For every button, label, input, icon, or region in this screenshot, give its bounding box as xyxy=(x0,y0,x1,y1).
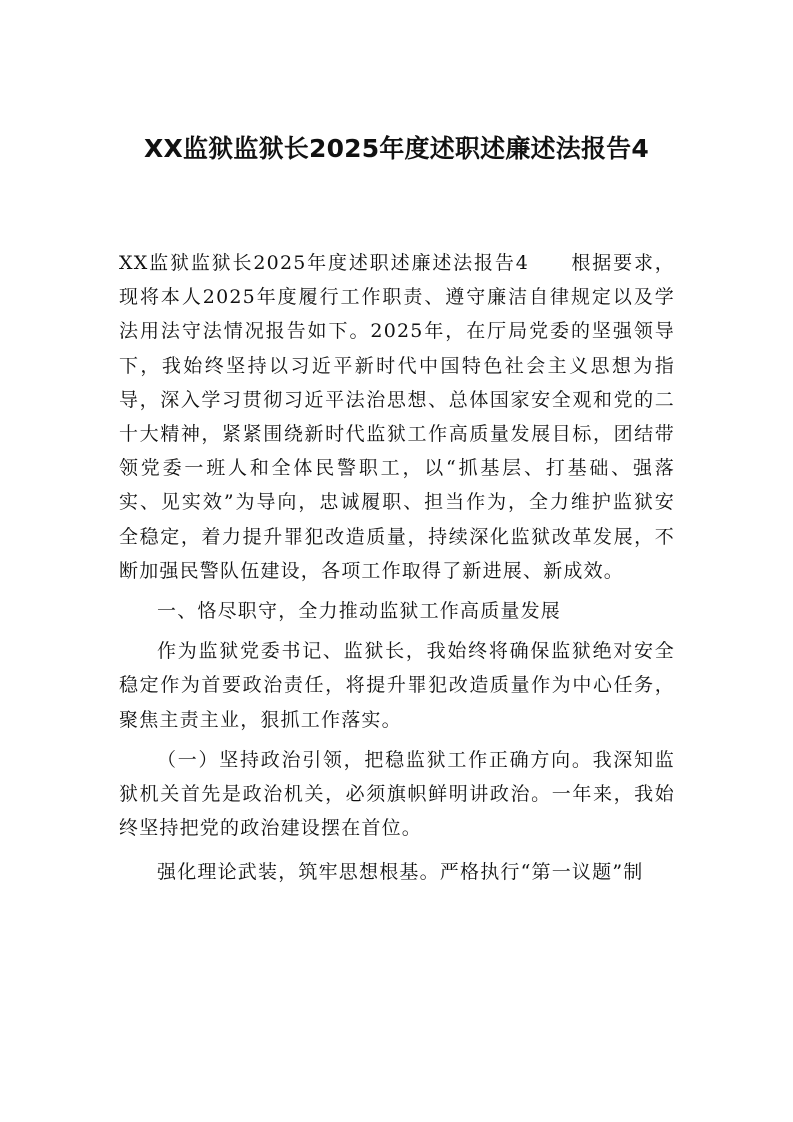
paragraph-theory-armament: 强化理论武装，筑牢思想根基。严格执行“第一议题”制 xyxy=(157,861,644,884)
paragraph-intro: XX监狱监狱长2025年度述职述廉述法报告4 根据要求，现将本人2025年度履行工作职责、遵守廉洁自律规定以及学法用法守法情况报告如下。2025年，在厅局党委的坚强领导下，我始终坚持以习近平新时代中国特色社会主义思想为指导，深入学习贯彻习近平法治思想、总体国家安全观和党的二十大精神，紧紧围绕新时代监狱工作高质量发展目标，团结带领党委一班人和全体民警职工，以“抓基层、打基础、强落实、见实效”为导向，忠诚履职、担当作为，全力维护监狱安全稳定，着力提升罪犯改造质量，持续深化监狱改革发展，不断加强民警队伍建设，各项工作取得了新进展、新成效。 xyxy=(119,252,675,582)
document-title: XX监狱监狱长2025年度述职述廉述法报告4 xyxy=(144,134,649,163)
document-body xyxy=(119,246,675,896)
paragraph-duties: 作为监狱党委书记、监狱长，我始终将确保监狱绝对安全稳定作为首要政治责任，将提升罪犯改造质量作为中心任务，聚焦主责主业，狠抓工作落实。 xyxy=(119,640,675,731)
section-heading-1: 一、恪尽职守，全力推动监狱工作高质量发展 xyxy=(157,600,562,623)
paragraph-political-leadership: （一）坚持政治引领，把稳监狱工作正确方向。我深知监狱机关首先是政治机关，必须旗帜鲜明讲政治。一年来，我始终坚持把党的政治建设摆在首位。 xyxy=(119,748,675,840)
